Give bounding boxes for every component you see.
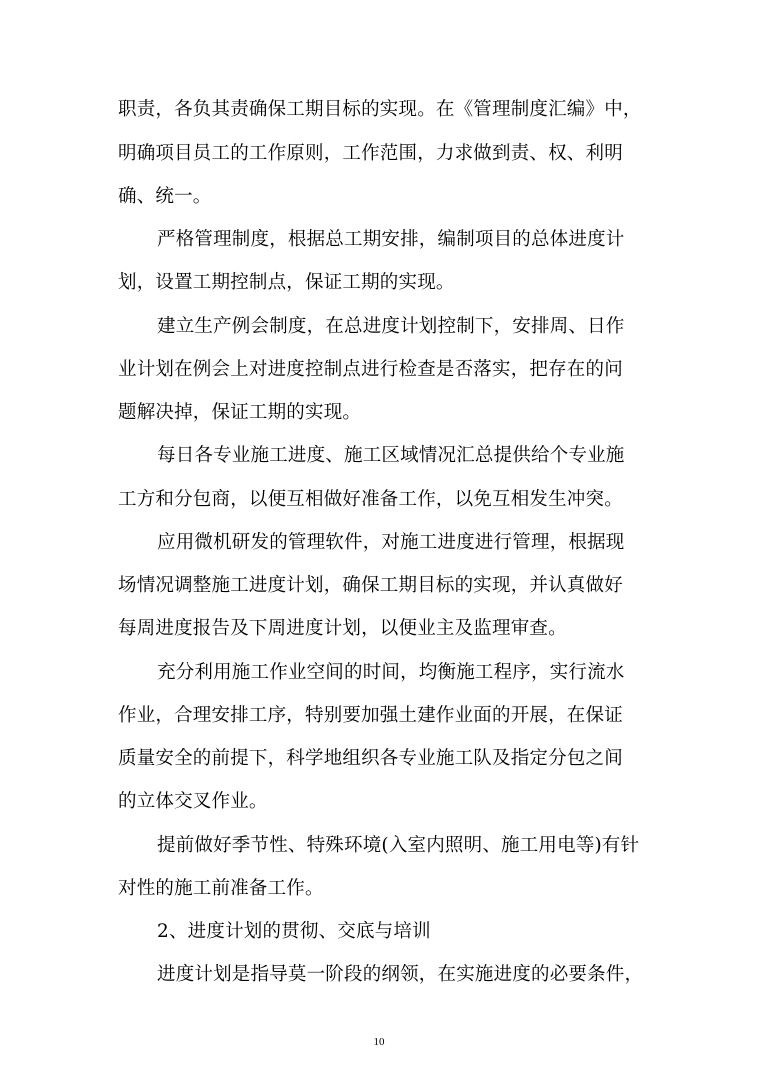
text-line: 划，设置工期控制点，保证工期的实现。	[118, 272, 455, 293]
paragraph-first-line: 建立生产例会制度，在总进度计划控制下，安排周、日作	[157, 316, 625, 337]
text-line: 场情况调整施工进度计划，确保工期目标的实现，并认真做好	[118, 575, 623, 596]
text-line: 的立体交叉作业。	[118, 791, 268, 812]
text-line: 题解决掉，保证工期的实现。	[118, 402, 362, 423]
text-line: 工方和分包商，以便互相做好准备工作，以免互相发生冲突。	[118, 489, 623, 510]
paragraph-first-line: 每日各专业施工进度、施工区域情况汇总提供给个专业施	[157, 445, 625, 466]
text-line: 对性的施工前准备工作。	[118, 878, 324, 899]
text-line: 职责，各负其责确保工期目标的实现。在《管理制度汇编》中，	[118, 99, 642, 120]
paragraph-first-line: 提前做好季节性、特殊环境(入室内照明、施工用电等)有针	[157, 835, 640, 856]
text-line: 作业，合理安排工序，特别要加强土建作业面的开展，在保证	[118, 705, 623, 726]
paragraph-first-line: 进度计划是指导莫一阶段的纲领，在实施进度的必要条件，	[157, 964, 644, 985]
paragraph-first-line: 充分利用施工作业空间的时间，均衡施工程序，实行流水	[157, 662, 625, 683]
text-line: 每周进度报告及下周进度计划，以便业主及监理审查。	[118, 618, 567, 639]
paragraph-first-line: 严格管理制度，根据总工期安排，编制项目的总体进度计	[157, 229, 625, 250]
page-number: 10	[373, 1036, 385, 1048]
text-line: 明确项目员工的工作原则，工作范围，力求做到责、权、利明	[118, 143, 623, 164]
text-line: 确、统一。	[118, 186, 212, 207]
text-line: 业计划在例会上对进度控制点进行检查是否落实，把存在的问	[118, 359, 623, 380]
text-line: 质量安全的前提下，科学地组织各专业施工队及指定分包之间	[118, 748, 623, 769]
section-heading: 2、进度计划的贯彻、交底与培训	[157, 921, 431, 942]
paragraph-first-line: 应用微机研发的管理软件，对施工进度进行管理，根据现	[157, 532, 625, 553]
